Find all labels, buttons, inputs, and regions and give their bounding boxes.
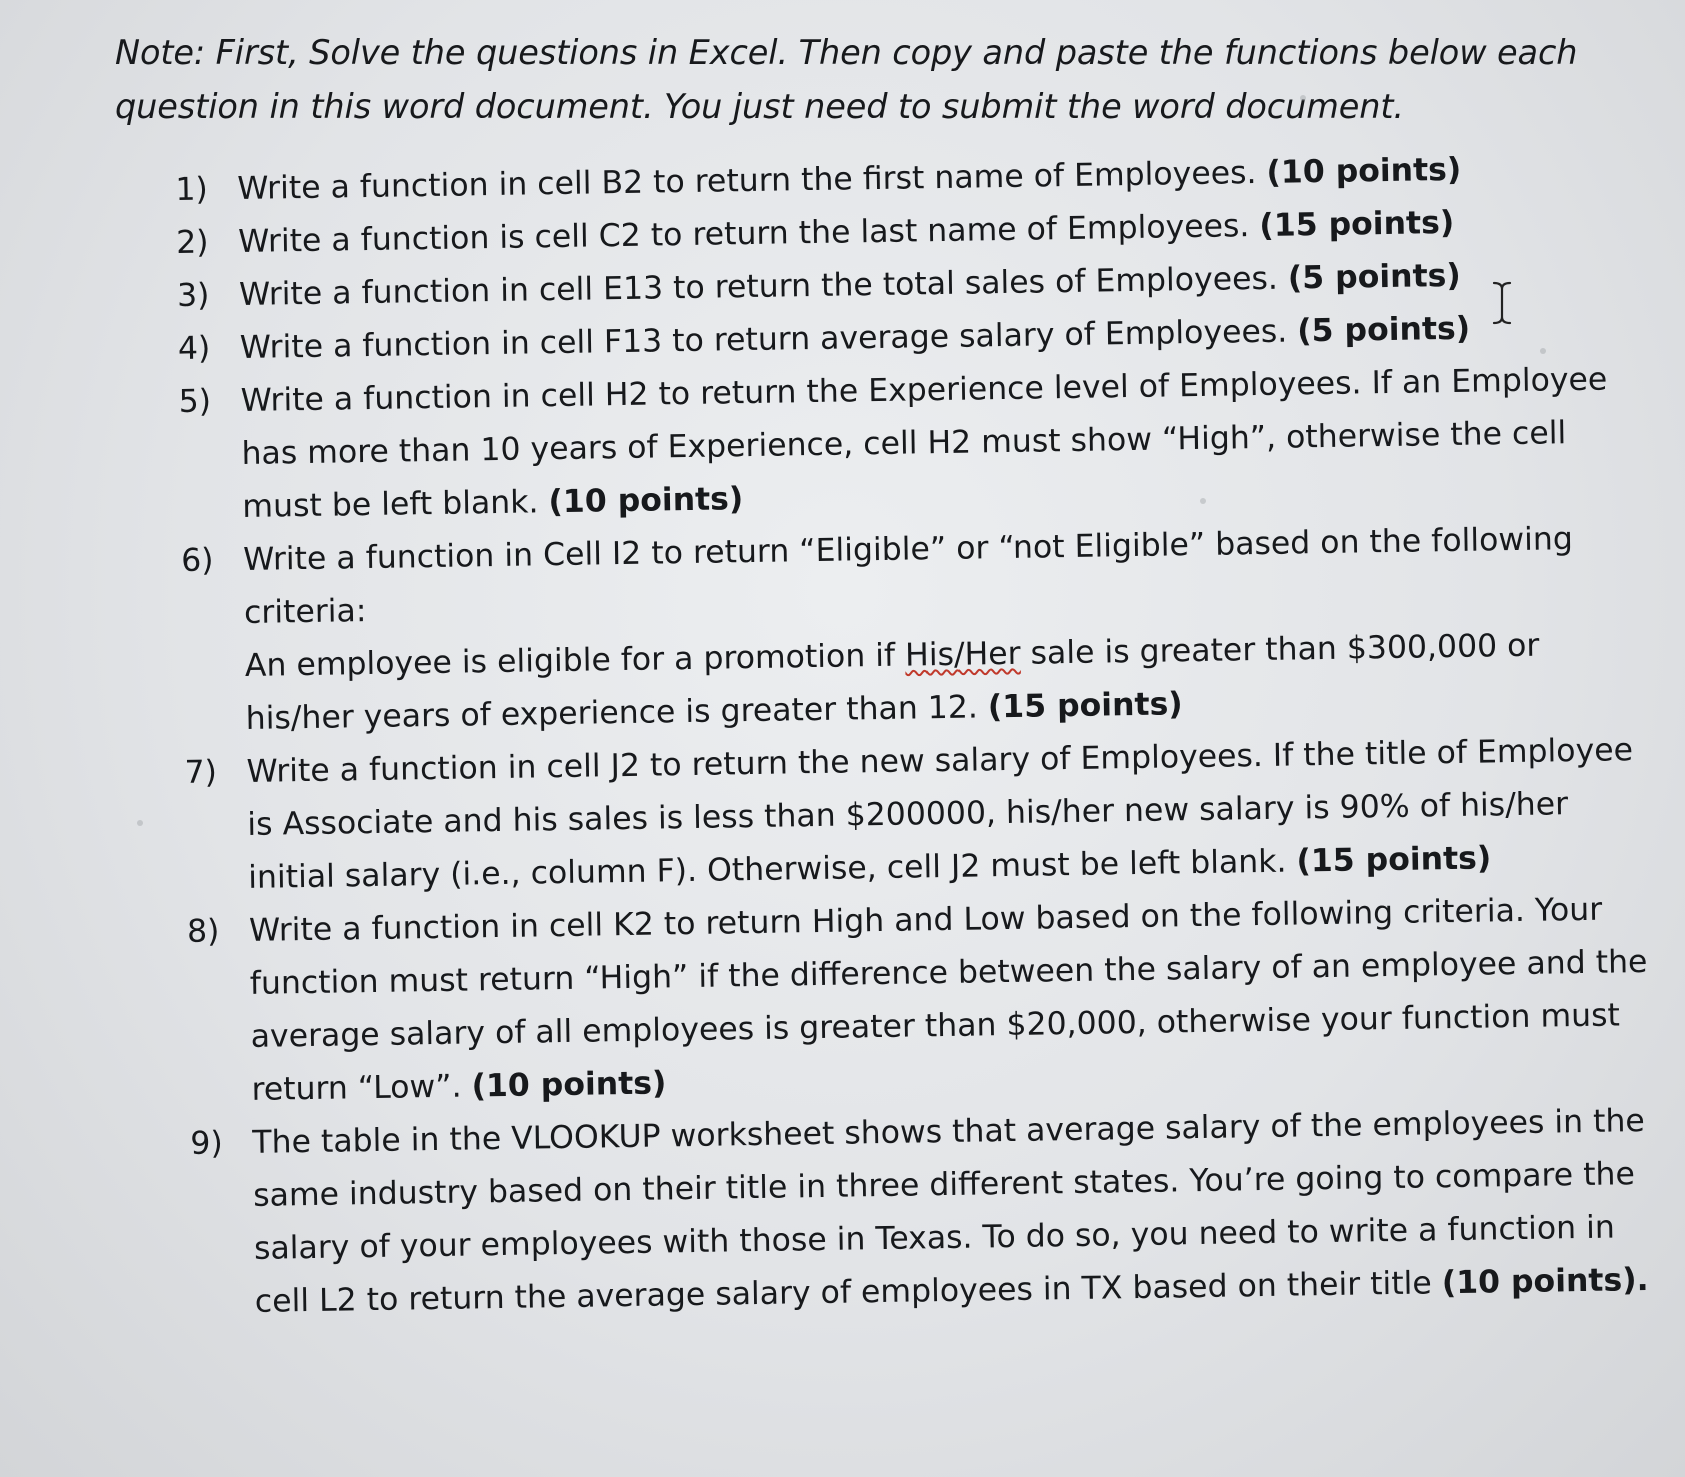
spellcheck-flagged-word[interactable]: His/Her	[904, 635, 1021, 674]
question-text: Write a function in cell J2 to return the new salary of Employees. If the title of Employee is Associate and his sales is less than $200000, his/her new salary is 90% of his/her initial salary (i.e., column F). Otherwise, cell J2 must be left blank.	[246, 732, 1634, 896]
question-number: 6)	[180, 542, 214, 579]
question-text: Write a function in cell B2 to return the first name of Employees.	[237, 155, 1257, 208]
question-number: 7)	[184, 754, 218, 791]
question-text: The table in the VLOOKUP worksheet shows that average salary of the employees in the same industry based on their title in three different states. You’re going to compare the salary of your employees with those in Texas. To do so, you need to write a function in cell L2 to return the average salary of employees in TX based on their title	[252, 1103, 1646, 1320]
paper-speck	[1300, 95, 1306, 101]
question-points: (5 points)	[1296, 310, 1471, 350]
question-text: Write a function in Cell I2 to return “Eligible” or “not Eligible” based on the following criteria:	[242, 521, 1574, 631]
question-list	[175, 141, 1663, 1330]
question-item	[178, 353, 1650, 535]
question-text: Write a function in cell K2 to return High and Low based on the following criteria. Your function must return “High” if the difference between the salary of an employee and the average salary of all employees is greater than $20,000, otherwise your function must return “Low”.	[248, 891, 1648, 1108]
question-points: (15 points)	[987, 686, 1183, 726]
question-number: 5)	[178, 383, 212, 420]
paper-speck	[1200, 498, 1206, 504]
question-item	[184, 724, 1656, 906]
question-points: (10 points).	[1441, 1261, 1649, 1302]
question-number: 9)	[190, 1125, 224, 1162]
question-points: (10 points)	[471, 1065, 667, 1105]
question-points: (15 points)	[1259, 204, 1455, 244]
question-number: 8)	[186, 913, 220, 950]
question-number: 1)	[175, 171, 209, 208]
question-text: Write a function is cell C2 to return the last name of Employees.	[237, 208, 1250, 261]
question-number: 4)	[177, 330, 211, 367]
question-number: 3)	[176, 277, 210, 314]
instruction-note: Note: First, Solve the questions in Excel. Then copy and paste the functions below each question in this word document. You just need to submit the word document.	[115, 33, 1578, 126]
question-points: (10 points)	[548, 481, 744, 521]
question-points: (10 points)	[1266, 151, 1462, 191]
paper-speck	[1540, 348, 1546, 354]
text-cursor-icon	[1490, 280, 1514, 326]
question-item	[181, 512, 1654, 747]
question-criteria-post: sale is greater than $300,000 or his/her years of experience is greater than 12.	[245, 627, 1540, 737]
question-criteria-pre: An employee is eligible for a promotion if	[244, 637, 906, 684]
question-points: (5 points)	[1287, 257, 1462, 297]
question-item	[187, 883, 1660, 1118]
question-text: Write a function in cell F13 to return average salary of Employees.	[239, 313, 1288, 367]
question-text: Write a function in cell E13 to return the total sales of Employees.	[238, 260, 1279, 314]
question-text: Write a function in cell H2 to return the Experience level of Employees. If an Employee has more than 10 years of Experience, cell H2 must show “High”, otherwise the cell must be left blank.	[240, 361, 1608, 525]
question-item	[190, 1095, 1663, 1330]
question-points: (15 points)	[1296, 840, 1492, 880]
paper-speck	[137, 820, 143, 826]
question-number: 2)	[175, 224, 209, 261]
